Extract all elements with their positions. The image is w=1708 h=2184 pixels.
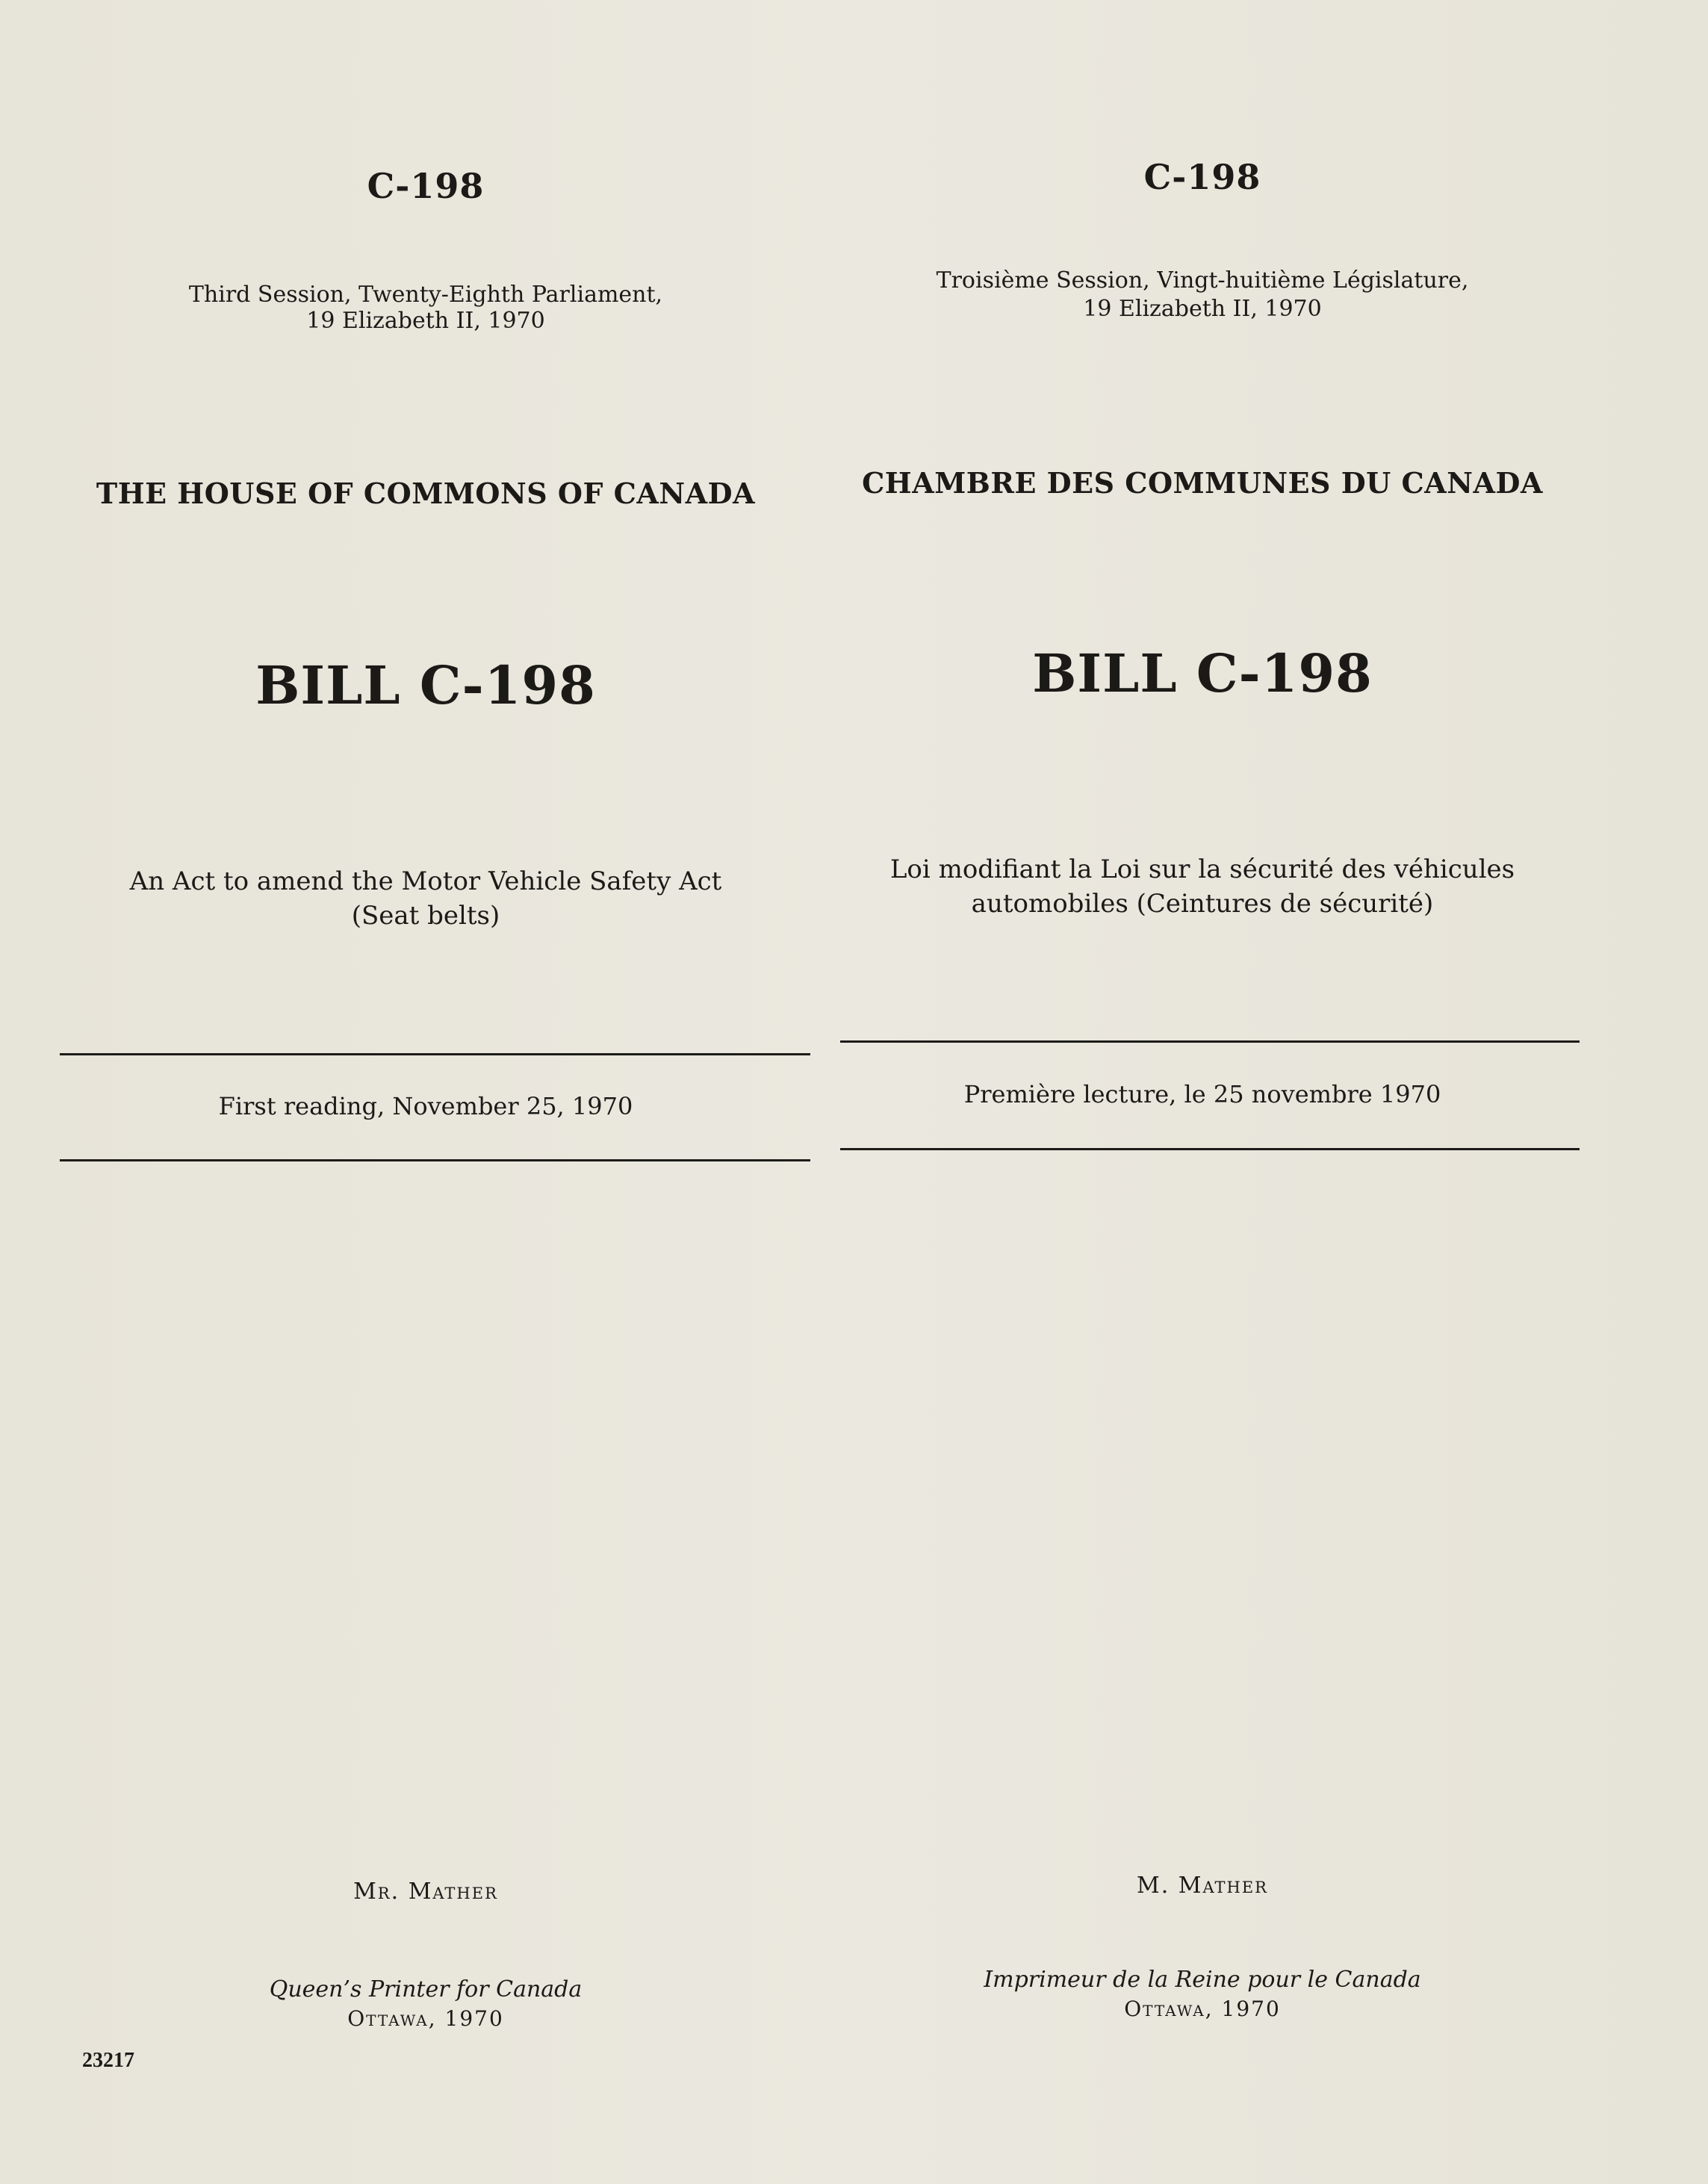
rule-bottom-en	[60, 1159, 810, 1161]
printer-fr: Imprimeur de la Reine pour le Canada	[984, 1967, 1421, 1993]
sponsor-en: Mr. Mather	[353, 1879, 498, 1905]
house-name-en: THE HOUSE OF COMMONS OF CANADA	[96, 477, 756, 510]
printer-place-fr: Ottawa, 1970	[1124, 1997, 1281, 2021]
rule-top-en	[60, 1053, 810, 1055]
french-column	[829, 0, 1576, 2184]
sponsor-fr: M. Mather	[1137, 1873, 1268, 1899]
session-line2-fr: 19 Elizabeth II, 1970	[1083, 296, 1322, 322]
bill-number-fr: C-198	[1143, 157, 1261, 197]
bill-number-en: C-198	[367, 166, 485, 206]
rule-top-fr	[840, 1040, 1580, 1043]
document-number: 23217	[82, 2049, 134, 2072]
english-column	[52, 0, 799, 2184]
printer-en: Queen’s Printer for Canada	[269, 1976, 583, 2002]
bill-heading-en: BILL C-198	[255, 654, 596, 716]
rule-bottom-fr	[840, 1148, 1580, 1150]
act-title-line2-fr: automobiles (Ceintures de sécurité)	[971, 889, 1434, 919]
session-line1-en: Third Session, Twenty-Eighth Parliament,	[188, 282, 663, 308]
session-line2-en: 19 Elizabeth II, 1970	[306, 308, 545, 334]
act-title-line1-fr: Loi modifiant la Loi sur la sécurité des véhicules	[889, 854, 1515, 884]
first-reading-fr: Première lecture, le 25 novembre 1970	[963, 1080, 1441, 1108]
printer-place-en: Ottawa, 1970	[347, 2006, 504, 2031]
bill-heading-fr: BILL C-198	[1032, 642, 1373, 704]
first-reading-en: First reading, November 25, 1970	[218, 1092, 633, 1120]
act-title-line1-en: An Act to amend the Motor Vehicle Safety Act	[129, 866, 722, 896]
act-title-line2-en: (Seat belts)	[351, 901, 500, 931]
session-line1-fr: Troisième Session, Vingt-huitième Législature,	[936, 267, 1469, 294]
house-name-fr: CHAMBRE DES COMMUNES DU CANADA	[862, 466, 1543, 500]
